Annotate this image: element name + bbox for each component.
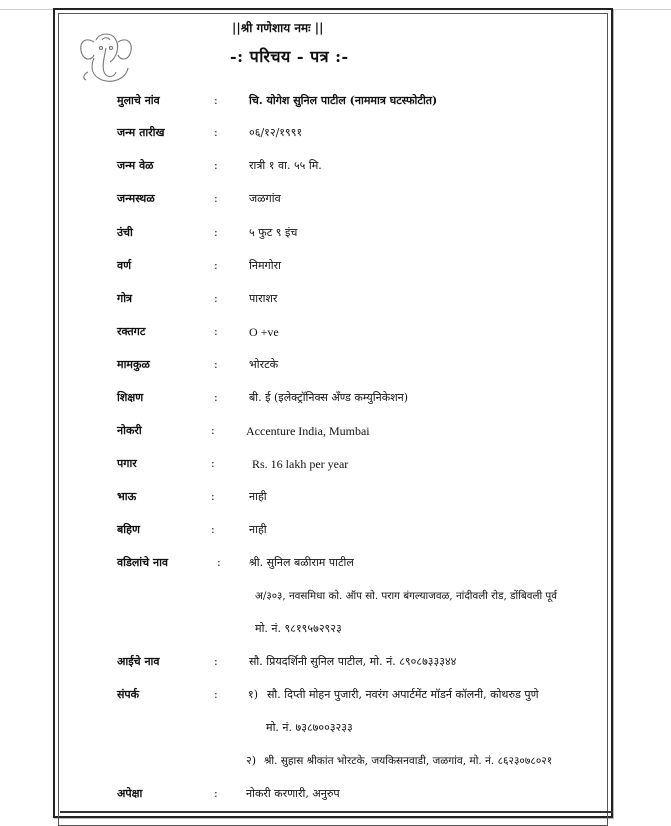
separator-colon: : (214, 358, 218, 371)
separator-colon: : (214, 226, 218, 239)
separator-colon: : (211, 424, 215, 437)
field-label: मामकुळ (117, 358, 150, 371)
field-value: नोकरी करणारी, अनुरुप (246, 787, 340, 800)
father-phone-text: मो. नं. ९८१९५७२९२३ (255, 622, 342, 635)
separator-colon: : (214, 325, 218, 338)
separator-colon: : (214, 94, 218, 107)
ganesha-logo-icon (74, 28, 138, 84)
field-value: निमगोरा (249, 259, 281, 272)
separator-colon: : (214, 391, 218, 404)
contact-number: २) (246, 754, 257, 767)
separator-colon: : (214, 126, 218, 139)
field-label: जन्म वेळ (117, 159, 154, 172)
field-value: रात्री १ वा. ५५ मि. (249, 159, 322, 172)
field-label: पगार (117, 457, 137, 470)
separator-colon: : (214, 688, 218, 701)
field-value: भोरटके (249, 358, 279, 371)
invocation-text: ||श्री गणेशाय नमः || (232, 21, 324, 35)
field-label: उंची (117, 226, 133, 239)
field-label: रक्तगट (117, 325, 146, 338)
field-label: वर्ण (117, 259, 132, 272)
field-value: ५ फुट ९ इंच (249, 226, 298, 239)
field-value: सौ. प्रियदर्शिनी सुनिल पाटील, मो. नं. ८९०८७३३३४४ (249, 655, 457, 668)
field-value: पाराशर (249, 292, 278, 305)
field-value: O +ve (249, 325, 279, 339)
bottom-divider (60, 811, 613, 813)
field-label: आईचे नाव (117, 655, 160, 668)
contact-phone: मो. नं. ७३८७००३२३३ (266, 721, 353, 734)
field-label: नोकरी (117, 424, 142, 437)
separator-colon: : (211, 457, 215, 470)
separator-colon: : (211, 523, 215, 536)
field-value: Accenture India, Mumbai (246, 424, 370, 438)
field-label: अपेक्षा (117, 787, 143, 800)
separator-colon: : (214, 787, 218, 800)
separator-colon: : (217, 556, 221, 569)
separator-colon: : (214, 159, 218, 172)
field-value: नाही (249, 523, 267, 536)
field-value: श्री. सुनिल बळीराम पाटील (249, 556, 354, 569)
field-value: जळगांव (249, 192, 281, 205)
contact-text: श्री. सुहास श्रीकांत भोरटके, जयकिसनवाडी, जळगांव, मो. नं. ८६२३०७८०२१ (264, 755, 553, 767)
field-value: बी. ई (इलेक्ट्रॉनिक्स अँण्ड कम्युनिकेशन) (249, 391, 409, 404)
field-label: भाऊ (117, 490, 137, 503)
field-value: ०६/१२/१९९१ (249, 126, 303, 139)
field-label: बहिण (117, 523, 140, 536)
field-value: नाही (249, 490, 267, 503)
separator-colon: : (214, 192, 218, 205)
page-title: -: परिचय - पत्र :- (230, 47, 349, 66)
contact-text: सौ. दिप्ती मोहन पुजारी, नवरंग अपार्टमेंट मॉडर्न कॉलनी, कोथरुड पुणे (267, 688, 539, 701)
field-label: वडिलांचे नाव (117, 556, 169, 569)
separator-colon: : (214, 292, 218, 305)
contact-number: १) (248, 688, 259, 701)
field-value: चि. योगेश सुनिल पाटील (नाममात्र घटस्फोटीत) (249, 94, 438, 107)
field-label: मुलाचे नांव (117, 94, 160, 107)
father-address-text: अ/३०३, नवसमिधा को. ऑप सो. पराग बंगल्याजवळ, नांदीवली रोड, डोंबिवली पूर्व (255, 590, 557, 602)
field-label: शिक्षण (117, 391, 144, 404)
separator-colon: : (214, 259, 218, 272)
separator-colon: : (211, 490, 215, 503)
separator-colon: : (214, 655, 218, 668)
field-label: जन्म तारीख (117, 126, 165, 139)
field-label: गोत्र (117, 292, 133, 305)
field-value: Rs. 16 lakh per year (252, 457, 349, 471)
field-label: जन्मस्थळ (117, 192, 155, 205)
field-label: संपर्क (117, 688, 140, 701)
